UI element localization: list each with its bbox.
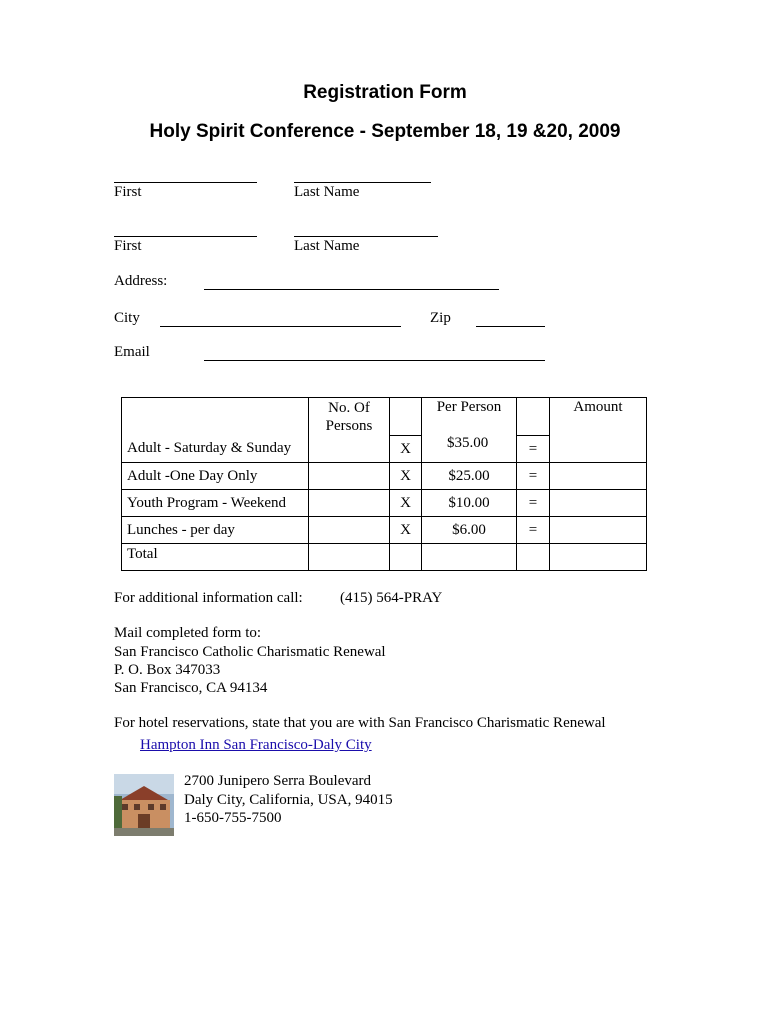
first-name-line-2[interactable] [114,236,257,237]
total-eq-cell [517,544,550,571]
header-x-cell [390,398,422,436]
hotel-address-2: Daly City, California, USA, 94015 [184,792,393,808]
total-price-cell [422,544,517,571]
hotel-address-1: 2700 Junipero Serra Boulevard [184,773,372,789]
header-num-persons: No. Of Persons [309,398,390,463]
mail-line-1: Mail completed form to: [114,625,262,641]
mail-line-2: San Francisco Catholic Charismatic Renewal [114,644,386,660]
city-line[interactable] [160,326,401,327]
hotel-note: For hotel reservations, state that you are with San Francisco Charismatic Renewal [114,715,606,731]
mail-line-3: P. O. Box 347033 [114,662,221,678]
total-num-input[interactable] [309,544,390,571]
address-label: Address: [114,273,168,289]
hotel-photo-image [114,774,174,836]
email-line[interactable] [204,360,545,361]
info-label: For additional information call: [114,590,303,606]
email-label: Email [114,344,150,360]
hotel-phone: 1-650-755-7500 [184,810,282,826]
row-x: X [390,490,422,517]
table-row [122,517,647,544]
row-num-input[interactable] [309,517,390,544]
row-amount-input[interactable] [550,463,647,490]
total-label: Total [122,544,309,571]
row-amount-input[interactable] [550,490,647,517]
zip-line[interactable] [476,326,545,327]
row-num-input[interactable] [309,490,390,517]
city-label: City [114,310,140,326]
hotel-link[interactable]: Hampton Inn San Francisco-Daly City [140,737,372,753]
table-total-row [122,544,647,571]
row-price-first: $35.00 [447,435,489,451]
row-amount-input[interactable] [550,517,647,544]
total-x-cell [390,544,422,571]
row-eq: = [517,436,550,463]
first-label-2: First [114,238,142,254]
header-per-person: Per Person [422,398,517,463]
table-row [122,490,647,517]
hotel-photo [114,774,174,836]
table-header-row [122,398,647,436]
row-desc: Adult - Saturday & Sunday [122,436,309,463]
row-eq: = [517,517,550,544]
header-desc-cell [122,398,309,436]
row-x: X [390,463,422,490]
registration-table [121,397,647,571]
table-row [122,463,647,490]
row-price: $6.00 [422,517,517,544]
header-amount: Amount [550,398,647,463]
last-name-line-2[interactable] [294,236,438,237]
row-x: X [390,517,422,544]
row-eq: = [517,490,550,517]
total-amount-input[interactable] [550,544,647,571]
last-name-label-2: Last Name [294,238,360,254]
form-title: Registration Form [303,82,467,103]
row-desc: Adult -One Day Only [122,463,309,490]
row-price: $25.00 [422,463,517,490]
last-name-label-1: Last Name [294,184,360,200]
row-price: $10.00 [422,490,517,517]
form-subtitle: Holy Spirit Conference - September 18, 19 &20, 2009 [149,121,621,142]
first-label-1: First [114,184,142,200]
header-eq-cell [517,398,550,436]
row-desc: Lunches - per day [122,517,309,544]
last-name-line-1[interactable] [294,182,431,183]
address-line[interactable] [204,289,499,290]
mail-line-4: San Francisco, CA 94134 [114,680,268,696]
row-x: X [390,436,422,463]
row-eq: = [517,463,550,490]
row-num-input[interactable] [309,463,390,490]
first-name-line-1[interactable] [114,182,257,183]
row-desc: Youth Program - Weekend [122,490,309,517]
info-phone: (415) 564-PRAY [340,590,443,606]
zip-label: Zip [430,310,451,326]
